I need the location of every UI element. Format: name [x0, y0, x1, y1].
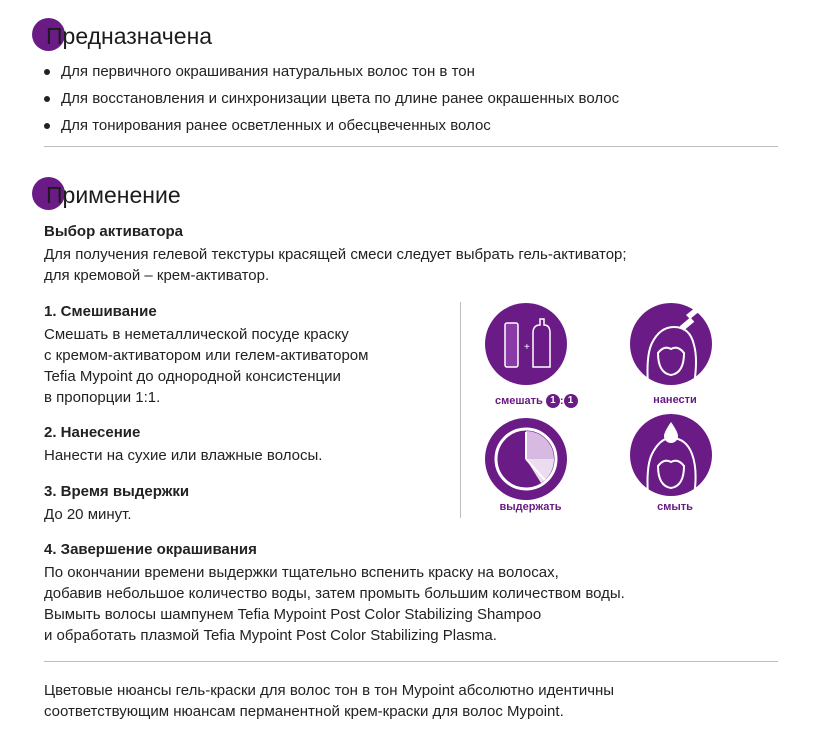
- section-title-application: [32, 177, 181, 213]
- divider: [44, 146, 778, 147]
- rinse-caption: смыть: [657, 501, 693, 513]
- footnote: [44, 680, 614, 722]
- section-title-text: Применение: [46, 182, 181, 208]
- step-text: Нанести на сухие или влажные волосы.: [44, 447, 323, 464]
- apply-hair-icon: [630, 303, 712, 385]
- mix-icon: [485, 303, 567, 385]
- activator-block: [44, 221, 627, 286]
- ratio-badge: 1: [564, 394, 578, 408]
- step-heading: 2. Нанесение: [44, 424, 141, 441]
- list-item: Для восстановления и синхронизации цвета по длине ранее окрашенных волос: [44, 85, 619, 112]
- column-divider: [460, 302, 461, 518]
- bullet-icon: [44, 96, 50, 102]
- step-heading: 3. Время выдержки: [44, 483, 190, 500]
- timer-icon: [485, 418, 567, 500]
- ratio-badge: 1: [546, 394, 560, 408]
- activator-text: Для получения гелевой текстуры красящей смеси следует выбрать гель-активатор; для кремовой – крем-активатор.: [44, 246, 627, 284]
- wait-caption: выдержать: [499, 501, 562, 513]
- step-text: По окончании времени выдержки тщательно вспенить краску на волосах, добавив небольшое количество воды, затем промыть большим количеством воды. Вымыть волосы шампунем Tefia Mypoint Post Color Stabilizing Shampoo и обработать плазмой Tefia Mypoint Post Color Stabilizing Plasma.: [44, 564, 625, 644]
- apply-caption: нанести: [653, 394, 697, 406]
- mix-caption: смешать 1 : 1: [495, 394, 610, 408]
- list-item: Для тонирования ранее осветленных и обесцвеченных волос: [44, 112, 619, 139]
- step-text: До 20 минут.: [44, 506, 132, 523]
- step-mixing: [44, 301, 454, 408]
- purpose-list: [44, 58, 619, 139]
- list-item: Для первичного окрашивания натуральных волос тон в тон: [44, 58, 619, 85]
- step-heading: 1. Смешивание: [44, 303, 157, 320]
- step-waiting: [44, 481, 189, 525]
- bullet-icon: [44, 69, 50, 75]
- activator-heading: Выбор активатора: [44, 223, 183, 240]
- divider: [44, 661, 778, 662]
- footnote-text: Цветовые нюансы гель-краски для волос тон в тон Mypoint абсолютно идентичны соответствующим нюансам перманентной крем-краски для волос Mypoint.: [44, 682, 615, 720]
- section-title-text: Предназначена: [46, 23, 213, 49]
- svg-text:+: +: [524, 342, 530, 353]
- bullet-icon: [44, 123, 50, 129]
- step-applying: [44, 422, 322, 466]
- section-title-purpose: [32, 18, 212, 54]
- step-finishing: [44, 539, 625, 646]
- step-heading: 4. Завершение окрашивания: [44, 541, 257, 558]
- rinse-icon: [630, 414, 712, 496]
- step-text: Смешать в неметаллической посуде краску с кремом-активатором или гелем-активатором Tefia Mypoint до однородной консистенции в пропорции 1:1.: [44, 326, 369, 406]
